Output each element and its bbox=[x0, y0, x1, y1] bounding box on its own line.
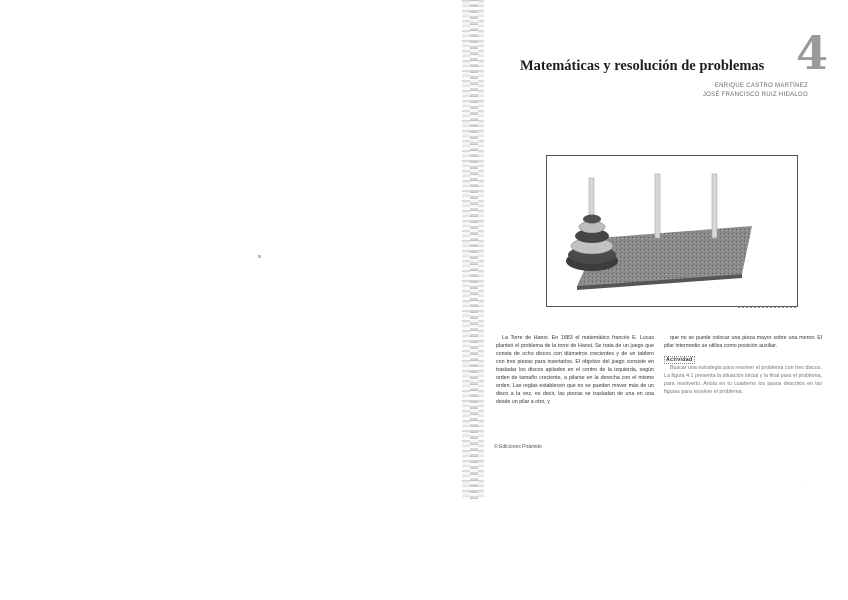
author-name: ENRIQUE CASTRO MARTÍNEZ bbox=[714, 83, 808, 89]
paragraph: La Torre de Hanoi. En 1883 el matemático francés E. Lucas planteó el problema de la torre de Hanoi. Se trata de un juego que consta de ocho discos con diámetros crecientes y de un tablero con tres piezas para insertarlos. El objetivo del juego consiste en trasladar los discos apilados en el centro de la izquierda, según orden de tamaño creciente, a pilarse en la derecha con el mismo orden. Las reglas establecen que no se pueden mover más de un disco a la vez, es decir, las piezas se trasladan de una en una desde un pilar a otro, y bbox=[496, 335, 654, 405]
text-column-left bbox=[496, 334, 654, 406]
disk-smallest bbox=[583, 215, 601, 224]
figure-caption-rule bbox=[738, 307, 798, 308]
publisher-footer: © Ediciones Pirámide bbox=[494, 444, 542, 450]
scan-speck bbox=[258, 255, 261, 258]
text-column-right bbox=[664, 334, 822, 396]
rod-right bbox=[712, 174, 717, 238]
activity-heading: Actividad bbox=[666, 357, 693, 363]
chapter-authors bbox=[703, 82, 808, 100]
rod-middle bbox=[655, 174, 660, 238]
paragraph: Buscar una estrategia para resolver el problema con tres discos. La figura 4.1 presenta la situación inicial y la final para el problema, para resolverlo. Anota en tu cuaderno los pasos descritos en las figuras para resolver el problema. bbox=[664, 365, 822, 395]
tower-of-hanoi-figure bbox=[546, 155, 798, 307]
tower-of-hanoi-illustration bbox=[547, 156, 797, 306]
paragraph: que no se puede colocar una pieza mayor sobre una menor. El pilar intermedio se utiliza como posición auxiliar. bbox=[664, 335, 822, 349]
chapter-title: Matemáticas y resolución de problemas bbox=[520, 58, 765, 74]
book-gutter-edge bbox=[470, 0, 478, 500]
author-name: JOSÉ FRANCISCO RUIZ HIDALGO bbox=[702, 92, 808, 98]
chapter-number: 4 bbox=[796, 26, 829, 80]
page-corner-mark: · bbox=[803, 482, 805, 488]
